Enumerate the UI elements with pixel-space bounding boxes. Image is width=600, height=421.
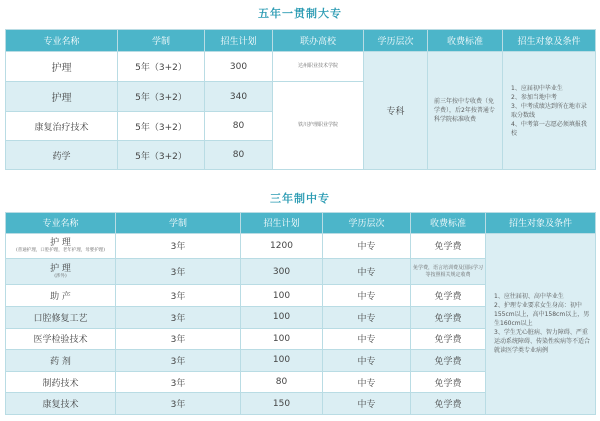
- condition-item: 2、参加当地中考: [511, 93, 557, 101]
- partner-college: 铁川护理职业学院: [273, 82, 364, 170]
- table-row: [6, 52, 596, 82]
- education-level: 中专: [323, 285, 411, 307]
- education-level: 中专: [323, 233, 411, 259]
- education-level: 中专: [323, 371, 411, 393]
- condition-item: 1、应往届初、高中毕业生: [494, 293, 564, 301]
- plan: 300: [241, 259, 323, 285]
- five-year-table: [5, 29, 596, 170]
- condition-item: 2、护理专业要求女生身高：初中155cm以上，高中158cm以上，男生160cm以上: [494, 302, 590, 328]
- major-name: 药 剂: [6, 350, 116, 372]
- header-fee: 收费标准: [411, 213, 486, 234]
- plan: 150: [241, 393, 323, 415]
- major-name: 口腔修复工艺: [6, 306, 116, 328]
- plan: 80: [205, 141, 273, 170]
- table2-title: 三年制中专: [270, 192, 330, 205]
- duration: 5年（3+2）: [118, 112, 205, 141]
- major-name: 护理: [6, 52, 118, 82]
- plan: 100: [241, 350, 323, 372]
- duration: 5年（3+2）: [118, 52, 205, 82]
- plan: 1200: [241, 233, 323, 259]
- header-duration: 学制: [118, 30, 205, 52]
- plan: 300: [205, 52, 273, 82]
- plan: 100: [241, 328, 323, 350]
- plan: 340: [205, 82, 273, 112]
- condition-item: 4、中考第一志愿必须填报我校: [511, 120, 587, 137]
- header-level: 学历层次: [364, 30, 428, 52]
- major-name: 药学: [6, 141, 118, 170]
- major-name: 医学检验技术: [6, 328, 116, 350]
- enroll-conditions: [503, 52, 596, 170]
- major-name: 护 理 (普通护理，口腔护理，老年护理，母婴护理): [6, 233, 116, 259]
- header-conditions: 招生对象及条件: [503, 30, 596, 52]
- header-level: 学历层次: [323, 213, 411, 234]
- enroll-conditions: [486, 233, 596, 414]
- plan: 100: [241, 285, 323, 307]
- header-fee: 收费标准: [428, 30, 503, 52]
- education-level: 中专: [323, 306, 411, 328]
- plan: 80: [205, 112, 273, 141]
- header-major: 专业名称: [6, 30, 118, 52]
- condition-item: 3、学生无心脏病、智力障碍、严重运动系统障碍、传染性疾病等不适合就读医学类专业病例: [494, 329, 591, 355]
- major-name: 护理: [6, 82, 118, 112]
- education-level: 中专: [323, 328, 411, 350]
- education-level: 中专: [323, 259, 411, 285]
- fee-standard: 免学费: [411, 285, 486, 307]
- duration: 3年: [116, 233, 241, 259]
- major-name: 制药技术: [6, 371, 116, 393]
- table-row: [6, 233, 596, 259]
- table1-title: 五年一贯制大专: [258, 7, 342, 20]
- duration: 3年: [116, 328, 241, 350]
- duration: 3年: [116, 350, 241, 372]
- education-level: 中专: [323, 350, 411, 372]
- fee-standard: 免学费: [411, 328, 486, 350]
- education-level: 中专: [323, 393, 411, 415]
- header-partner: 联办高校: [273, 30, 364, 52]
- duration: 3年: [116, 259, 241, 285]
- duration: 3年: [116, 285, 241, 307]
- major-name: 助 产: [6, 285, 116, 307]
- fee-standard: 免学费: [411, 233, 486, 259]
- header-major: 专业名称: [6, 213, 116, 234]
- fee-standard: 免学费: [411, 393, 486, 415]
- duration: 5年（3+2）: [118, 141, 205, 170]
- education-level: 专科: [364, 52, 428, 170]
- plan: 100: [241, 306, 323, 328]
- partner-college: 达州职业技术学院: [273, 52, 364, 82]
- fee-standard: 免学费: [411, 350, 486, 372]
- condition-item: 3、中考成绩达到所在地市录取分数线: [511, 102, 587, 119]
- major-name: 康复技术: [6, 393, 116, 415]
- duration: 5年（3+2）: [118, 82, 205, 112]
- fee-standard: 免学费: [411, 371, 486, 393]
- header-conditions: 招生对象及条件: [486, 213, 596, 234]
- duration: 3年: [116, 306, 241, 328]
- header-duration: 学制: [116, 213, 241, 234]
- three-year-table: [5, 212, 596, 415]
- fee-standard: 免学费，语言培训费及国际学习等按照相关规定收费: [411, 259, 486, 285]
- duration: 3年: [116, 371, 241, 393]
- fee-standard: 前三年按中专收费（免学费），后2年按普通专科学院标准收费: [428, 52, 503, 170]
- condition-item: 1、应届初中毕业生: [511, 84, 563, 92]
- fee-standard: 免学费: [411, 306, 486, 328]
- duration: 3年: [116, 393, 241, 415]
- major-name: 护 理 (涉外): [6, 259, 116, 285]
- header-plan: 招生计划: [205, 30, 273, 52]
- major-name: 康复治疗技术: [6, 112, 118, 141]
- plan: 80: [241, 371, 323, 393]
- header-plan: 招生计划: [241, 213, 323, 234]
